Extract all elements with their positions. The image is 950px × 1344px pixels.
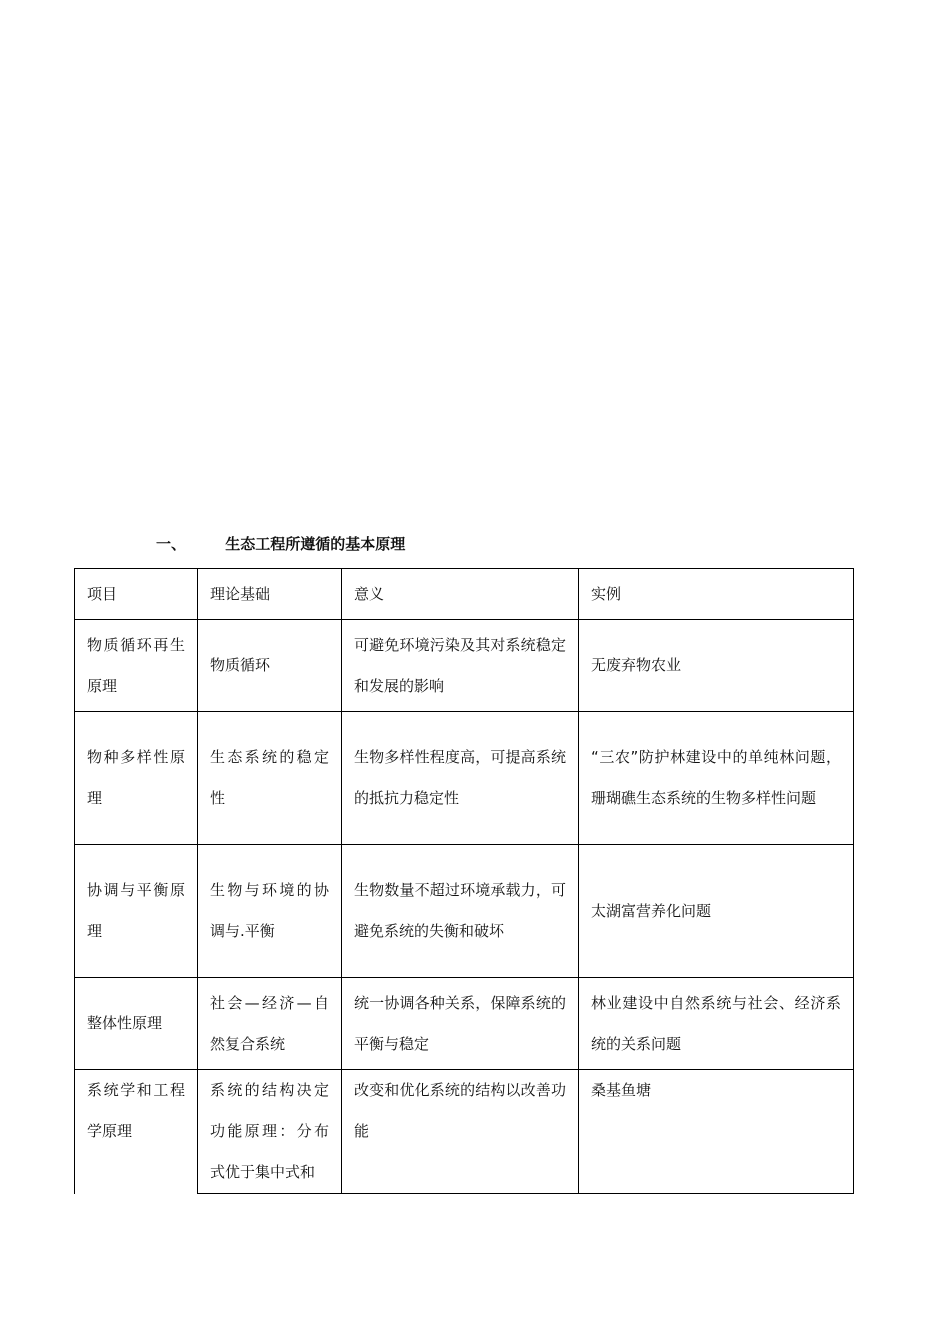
cell-basis: 系统的结构决定功能原理：分布式优于集中式和 <box>198 1070 342 1194</box>
cell-example: 无废弃物农业 <box>579 620 854 712</box>
table-row <box>75 620 854 712</box>
table-row <box>75 712 854 845</box>
cell-item: 系统学和工程学原理 <box>75 1070 198 1194</box>
cell-basis: 物质循环 <box>198 620 342 712</box>
cell-basis: 生物与环境的协调与.平衡 <box>198 845 342 978</box>
section-number: 一、 <box>156 535 187 553</box>
cell-meaning: 生物多样性程度高，可提高系统的抵抗力稳定性 <box>342 712 579 845</box>
cell-meaning: 生物数量不超过环境承载力，可避免系统的失衡和破坏 <box>342 845 579 978</box>
section-heading <box>156 533 405 555</box>
cell-example: 太湖富营养化问题 <box>579 845 854 978</box>
cell-item: 物种多样性原理 <box>75 712 198 845</box>
cell-example: 林业建设中自然系统与社会、经济系统的关系问题 <box>579 978 854 1070</box>
cell-basis: 社会—经济—自然复合系统 <box>198 978 342 1070</box>
section-title: 生态工程所遵循的基本原理 <box>225 535 406 553</box>
cell-example: 桑基鱼塘 <box>579 1070 854 1194</box>
table-header-row <box>75 569 854 620</box>
header-cell-meaning: 意义 <box>342 569 579 620</box>
table-row <box>75 845 854 978</box>
cell-example: “三农”防护林建设中的单纯林问题，珊瑚礁生态系统的生物多样性问题 <box>579 712 854 845</box>
header-cell-basis: 理论基础 <box>198 569 342 620</box>
cell-meaning: 统一协调各种关系，保障系统的平衡与稳定 <box>342 978 579 1070</box>
table-row <box>75 1070 854 1194</box>
table-row <box>75 978 854 1070</box>
cell-meaning: 可避免环境污染及其对系统稳定和发展的影响 <box>342 620 579 712</box>
cell-item: 协调与平衡原理 <box>75 845 198 978</box>
principles-table <box>74 568 854 1194</box>
cell-item: 物质循环再生原理 <box>75 620 198 712</box>
header-cell-example: 实例 <box>579 569 854 620</box>
cell-basis: 生态系统的稳定性 <box>198 712 342 845</box>
header-cell-item: 项目 <box>75 569 198 620</box>
cell-meaning: 改变和优化系统的结构以改善功能 <box>342 1070 579 1194</box>
cell-item: 整体性原理 <box>75 978 198 1070</box>
